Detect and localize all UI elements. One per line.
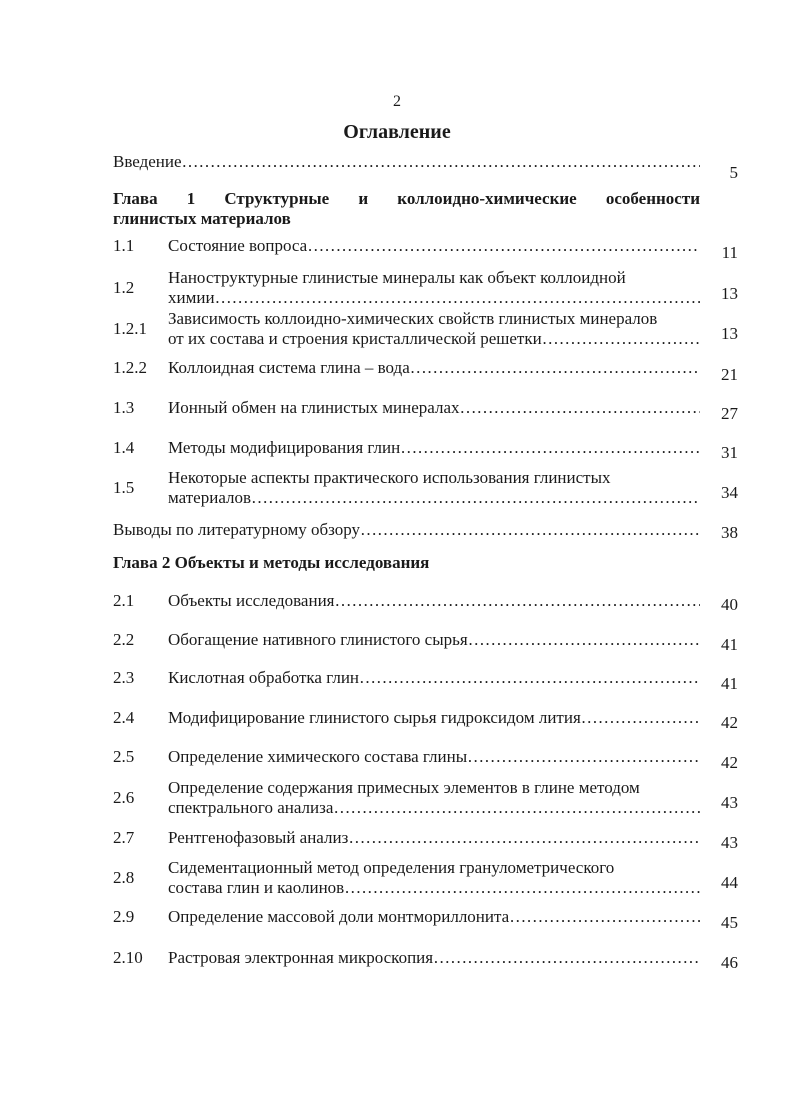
- entry-page-number: 46: [721, 953, 738, 972]
- entry-page-number: 34: [721, 483, 738, 502]
- entry-title-line[interactable]: [168, 309, 700, 329]
- entry-title-line[interactable]: [168, 858, 700, 878]
- dot-leader: [542, 329, 700, 349]
- entry-page-number: 27: [721, 404, 738, 423]
- dot-leader: [410, 358, 700, 378]
- dot-leader: [467, 747, 700, 767]
- entry-number: 2.10: [113, 948, 143, 967]
- dot-leader: [215, 288, 700, 308]
- entry-title-line[interactable]: [168, 828, 700, 848]
- entry-title-line[interactable]: [113, 209, 700, 229]
- entry-title-text: глинистых материалов: [113, 209, 291, 228]
- entry-title-line[interactable]: [168, 438, 700, 458]
- entry-title-line[interactable]: [168, 798, 700, 818]
- page-number: 2: [393, 93, 401, 110]
- dot-leader: [509, 907, 700, 927]
- entry-title-line[interactable]: [113, 189, 700, 209]
- entry-page-number: 43: [721, 793, 738, 812]
- entry-title-text: Обогащение нативного глинистого сырья: [168, 630, 468, 649]
- entry-page-number: 42: [721, 713, 738, 732]
- entry-title-line[interactable]: [113, 553, 700, 573]
- entry-title-text: Ионный обмен на глинистых минералах: [168, 398, 460, 417]
- entry-title-line[interactable]: [168, 236, 700, 256]
- entry-title-line[interactable]: [168, 708, 700, 728]
- entry-title-text: Некоторые аспекты практического использования глинистых: [168, 468, 611, 487]
- entry-title-text: Определение химического состава глины: [168, 747, 468, 766]
- entry-number: 1.2.1: [113, 319, 147, 338]
- toc-title: Оглавление: [343, 121, 451, 143]
- entry-page-number: 43: [721, 833, 738, 852]
- entry-title-line[interactable]: [168, 778, 700, 798]
- entry-number: 2.7: [113, 828, 135, 847]
- dot-leader: [182, 152, 700, 172]
- entry-title-text: материалов: [168, 488, 252, 507]
- entry-title-line[interactable]: [168, 288, 700, 308]
- entry-number: 1.2: [113, 278, 135, 297]
- entry-number: 1.2.2: [113, 358, 147, 377]
- dot-leader: [581, 708, 700, 728]
- entry-title-line[interactable]: [168, 329, 700, 349]
- entry-page-number: 13: [721, 284, 738, 303]
- entry-title-text: химии: [168, 288, 215, 307]
- entry-number: 1.1: [113, 236, 135, 255]
- entry-number: 2.2: [113, 630, 135, 649]
- dot-leader: [251, 488, 700, 508]
- entry-number: 2.6: [113, 788, 135, 807]
- entry-title-text: состава глин и каолинов: [168, 878, 345, 897]
- entry-title-text: Глава 1 Структурные и коллоидно-химические особенности: [113, 189, 700, 208]
- entry-number: 1.4: [113, 438, 135, 457]
- entry-number: 2.5: [113, 747, 135, 766]
- entry-title-text: от их состава и строения кристаллической решетки: [168, 329, 542, 348]
- entry-title-text: Состояние вопроса: [168, 236, 308, 255]
- entry-title-text: Растровая электронная микроскопия: [168, 948, 434, 967]
- entry-number: 2.1: [113, 591, 135, 610]
- entry-number: 1.3: [113, 398, 135, 417]
- entry-title-line[interactable]: [168, 948, 700, 968]
- entry-title-text: Определение содержания примесных элементов в глине методом: [168, 778, 640, 797]
- entry-title-text: спектрального анализа: [168, 798, 334, 817]
- dot-leader: [344, 878, 700, 898]
- entry-title-text: Определение массовой доли монтмориллонита: [168, 907, 510, 926]
- entry-page-number: 13: [721, 324, 738, 343]
- entry-title-line[interactable]: [168, 488, 700, 508]
- entry-title-text: Модифицирование глинистого сырья гидроксидом лития: [168, 708, 581, 727]
- entry-title-text: Коллоидная система глина – вода: [168, 358, 410, 377]
- dot-leader: [433, 948, 700, 968]
- dot-leader: [359, 668, 700, 688]
- entry-page-number: 5: [729, 163, 738, 182]
- entry-page-number: 40: [721, 595, 738, 614]
- dot-leader: [348, 828, 700, 848]
- entry-title-text: Кислотная обработка глин: [168, 668, 360, 687]
- dot-leader: [400, 438, 700, 458]
- entry-title-line[interactable]: [168, 398, 700, 418]
- dot-leader: [307, 236, 700, 256]
- entry-title-line[interactable]: [168, 591, 700, 611]
- entry-title-line[interactable]: [168, 878, 700, 898]
- entry-title-text: Введение: [113, 152, 182, 171]
- entry-page-number: 41: [721, 635, 738, 654]
- entry-page-number: 42: [721, 753, 738, 772]
- entry-title-text: Сидементационный метод определения гранулометрического: [168, 858, 615, 877]
- entry-title-text: Выводы по литературному обзору: [113, 520, 361, 539]
- dot-leader: [468, 630, 700, 650]
- dot-leader: [334, 591, 700, 611]
- entry-page-number: 11: [721, 243, 738, 262]
- entry-title-line[interactable]: [168, 358, 700, 378]
- entry-title-line[interactable]: [113, 152, 700, 172]
- entry-number: 1.5: [113, 478, 135, 497]
- entry-page-number: 45: [721, 913, 738, 932]
- entry-number: 2.4: [113, 708, 135, 727]
- entry-number: 2.8: [113, 868, 135, 887]
- entry-title-text: Глава 2 Объекты и методы исследования: [113, 553, 430, 572]
- entry-title-line[interactable]: [113, 520, 700, 540]
- entry-title-line[interactable]: [168, 747, 700, 767]
- entry-title-line[interactable]: [168, 630, 700, 650]
- entry-title-text: Методы модифицирования глин: [168, 438, 401, 457]
- dot-leader: [460, 398, 700, 418]
- entry-number: 2.9: [113, 907, 135, 926]
- entry-page-number: 21: [721, 365, 738, 384]
- entry-title-line[interactable]: [168, 468, 700, 488]
- entry-title-text: Объекты исследования: [168, 591, 335, 610]
- entry-title-line[interactable]: [168, 907, 700, 927]
- dot-leader: [333, 798, 700, 818]
- entry-title-text: Рентгенофазовый анализ: [168, 828, 349, 847]
- dot-leader: [360, 520, 700, 540]
- entry-title-text: Зависимость коллоидно-химических свойств глинистых минералов: [168, 309, 658, 328]
- entry-page-number: 31: [721, 443, 738, 462]
- entry-title-line[interactable]: [168, 268, 700, 288]
- entry-title-line[interactable]: [168, 668, 700, 688]
- entry-title-text: Наноструктурные глинистые минералы как объект коллоидной: [168, 268, 626, 287]
- entry-page-number: 38: [721, 523, 738, 542]
- entry-page-number: 41: [721, 674, 738, 693]
- entry-number: 2.3: [113, 668, 135, 687]
- entry-page-number: 44: [721, 873, 738, 892]
